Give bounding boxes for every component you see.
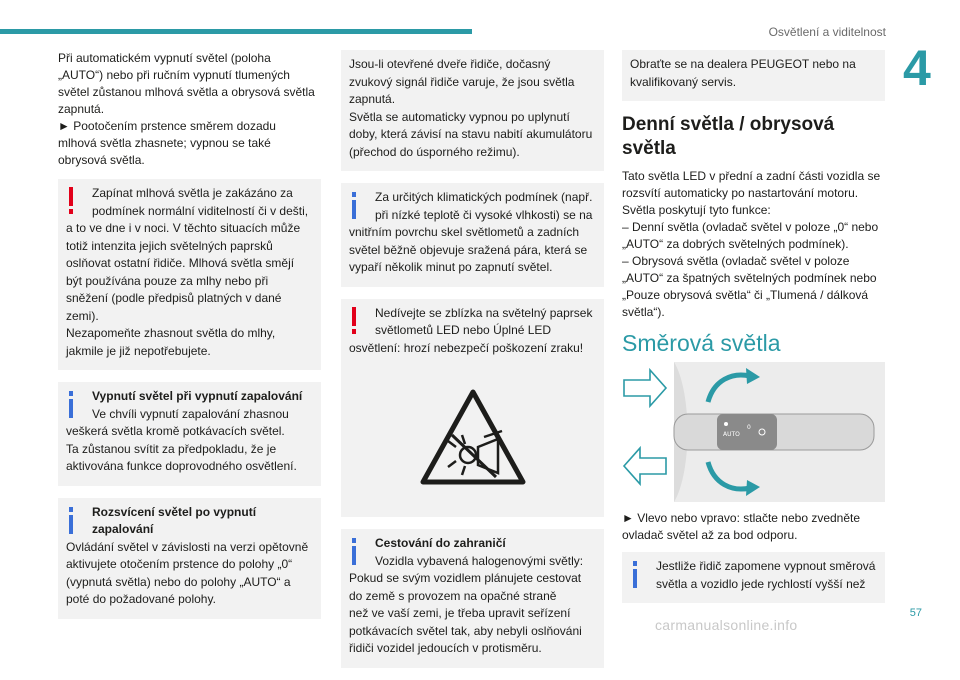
text-line: Jsou-li otevřené dveře řidiče, dočasný: [349, 57, 551, 71]
text-line: (vypnutá světla) nebo do polohy „AUTO“ a: [66, 574, 291, 589]
text-line: podmínek normální viditelností či v dešti,: [92, 203, 309, 218]
text-line: Obraťte se na dealera PEUGEOT nebo na: [630, 57, 856, 71]
text-line: vnitřním povrchu skel světlometů a zadních: [349, 225, 580, 239]
text-line: „AUTO“) nebo při ručním vypnutí tlumených: [58, 68, 290, 82]
text-line: světel zůstanou mlhová světla a obrysová světla: [58, 85, 315, 99]
text-line: Ovládání světel v závislosti na verzi opětovně: [66, 539, 309, 554]
watermark: carmanualsonline.info: [655, 617, 798, 633]
text-line: zemi).: [66, 308, 99, 323]
info-icon: [349, 538, 359, 566]
text-line: světla“).: [622, 305, 665, 319]
info-icon: [349, 192, 359, 220]
text-line: doby, která závisí na stavu nabití akumulátoru: [349, 127, 593, 141]
condensation-info-box: [341, 183, 604, 287]
text-line: světlometů LED nebo Úplné LED: [375, 323, 552, 337]
text-line: Nezapomeňte zhasnout světla do mlhy,: [66, 326, 276, 340]
text-line: potkávacích světel tak, aby nebyli oslňováni: [349, 623, 582, 638]
text-line: ► Pootočením prstence směrem dozadu: [58, 119, 276, 133]
indicator-paragraph: [622, 510, 885, 544]
column-3: [622, 50, 885, 615]
text-line: do země s provozem na opačné straně: [349, 588, 557, 603]
lights-off-info-box: [58, 382, 321, 486]
text-line: být používána pouze za mlhy nebo při: [66, 273, 269, 288]
stalk-auto-label: AUTO: [723, 431, 740, 438]
text-line: – Denní světla (ovladač světel v poloze „0“ nebo: [622, 220, 879, 234]
section-title: Osvětlení a viditelnost: [768, 25, 886, 39]
text-line: osvětlení: hrozí nebezpečí poškození zraku!: [349, 340, 584, 355]
text-line: oslňovat ostatní řidiče. Mlhová světla smějí: [66, 256, 295, 270]
text-line: zapnutá.: [349, 92, 396, 106]
text-line: rozsvítí automaticky po nastartování motoru.: [622, 186, 859, 200]
heading-line: světla: [622, 138, 676, 159]
indicator-info-box: [622, 552, 885, 603]
light-stalk-illustration: [622, 362, 885, 502]
text-line: a to ve dne i v noci. V těchto situacích může: [66, 221, 301, 235]
info-icon: [66, 391, 76, 419]
text-line: poté do požadované polohy.: [66, 592, 216, 606]
drl-heading: [622, 113, 885, 161]
text-line: Nedívejte se zblízka na světelný paprsek: [375, 305, 593, 320]
text-line: Jestliže řidič zapomene vypnout směrová: [656, 559, 876, 573]
text-line: zvukový signál řidiče varuje, že jsou světla: [349, 74, 575, 89]
column-2: [341, 50, 604, 680]
text-line: ► Vlevo nebo vpravo: stlačte nebo zvedněte: [622, 511, 861, 525]
text-line: Tato světla LED v přední a zadní části vozidla se: [622, 169, 881, 183]
warning-exclamation-icon: [349, 307, 359, 335]
drl-paragraph: [622, 168, 885, 321]
heading-line: Denní světla / obrysová: [622, 114, 835, 135]
text-line: světla a vozidlo jede rychlostí vyšší než: [656, 576, 866, 591]
text-line: než ve vaší zemi, je třeba upravit seřízení: [349, 606, 571, 620]
text-line: ovladač světel až za bod odporu.: [622, 528, 798, 542]
text-line: Zapínat mlhová světla je zakázáno za: [92, 186, 293, 200]
fog-light-warning-box: [58, 179, 321, 370]
info-icon: [66, 507, 76, 535]
text-line: Vozidla vybavená halogenovými světly:: [375, 553, 584, 568]
text-line: aktivujete otočením prstence do polohy „0“: [66, 557, 293, 571]
text-line: veškerá světla kromě potkávacích světel.: [66, 424, 285, 438]
info-icon: [630, 561, 640, 589]
stalk-zero-label: 0: [747, 424, 751, 431]
text-line: sněžení (podle předpisů platných v dané: [66, 291, 282, 305]
text-line: mlhová světla zhasnete; vypnou se také: [58, 136, 271, 150]
box-title: Vypnutí světel při vypnutí zapalování: [92, 389, 303, 403]
indicator-stalk-figure: [622, 362, 885, 502]
text-line: při nízké teplotě či vysoké vlhkosti) se na: [375, 207, 593, 222]
text-line: aktivována funkce doprovodného osvětlení.: [66, 459, 297, 473]
text-line: obrysová světla.: [58, 153, 145, 167]
lights-on-info-box: [58, 498, 321, 619]
page-number: 57: [909, 607, 922, 619]
door-open-box: [341, 50, 604, 171]
warning-exclamation-icon: [66, 187, 76, 215]
text-line: totiž intenzita jejich světelných paprsků: [66, 238, 273, 253]
indicators-heading: Směrová světla: [622, 330, 781, 356]
text-line: „AUTO“ za dobrých světelných podmínek).: [622, 237, 849, 251]
box-title: zapalování: [92, 522, 154, 536]
text-line: (přechod do úsporného režimu).: [349, 144, 520, 159]
text-line: – Obrysová světla (ovladač světel v poloze: [622, 254, 850, 268]
led-hazard-pictogram-box: [341, 367, 604, 517]
text-line: vypaří několik minut po zapnutí světel.: [349, 260, 553, 274]
text-line: „AUTO“ za špatných světelných podmínek nebo: [622, 271, 877, 285]
text-line: „Pouze obrysová světla“ či „Tlumená / dálková: [622, 288, 869, 302]
text-line: Ta zůstanou svítit za předpokladu, že je: [66, 441, 277, 456]
dealer-box: [622, 50, 885, 101]
text-line: zapnutá.: [58, 102, 105, 116]
chapter-number: 4: [903, 40, 931, 96]
text-line: kvalifikovaný servis.: [630, 74, 737, 89]
box-title: Rozsvícení světel po vypnutí: [92, 504, 257, 519]
text-line: světel běžně objevuje sražená pára, která se: [349, 242, 588, 257]
led-eye-warning-box: [341, 299, 604, 368]
box-title: Cestování do zahraničí: [375, 536, 506, 550]
header-accent-bar: [0, 29, 472, 34]
intro-paragraph: [58, 50, 321, 169]
text-line: Pokud se svým vozidlem plánujete cestovat: [349, 571, 582, 585]
text-line: Světla poskytují tyto funkce:: [622, 203, 771, 217]
text-line: jakmile je již nepotřebujete.: [66, 343, 211, 358]
text-line: Ve chvíli vypnutí zapalování zhasnou: [92, 406, 289, 421]
text-line: Světla se automaticky vypnou po uplynutí: [349, 109, 570, 124]
text-line: Při automatickém vypnutí světel (poloha: [58, 51, 271, 65]
travel-abroad-info-box: [341, 529, 604, 668]
text-line: Za určitých klimatických podmínek (např.: [375, 190, 593, 204]
column-1: [58, 50, 321, 631]
do-not-look-at-light-icon: [418, 387, 528, 497]
text-line: řidiči vozidel jedoucích v protisměru.: [349, 641, 542, 655]
